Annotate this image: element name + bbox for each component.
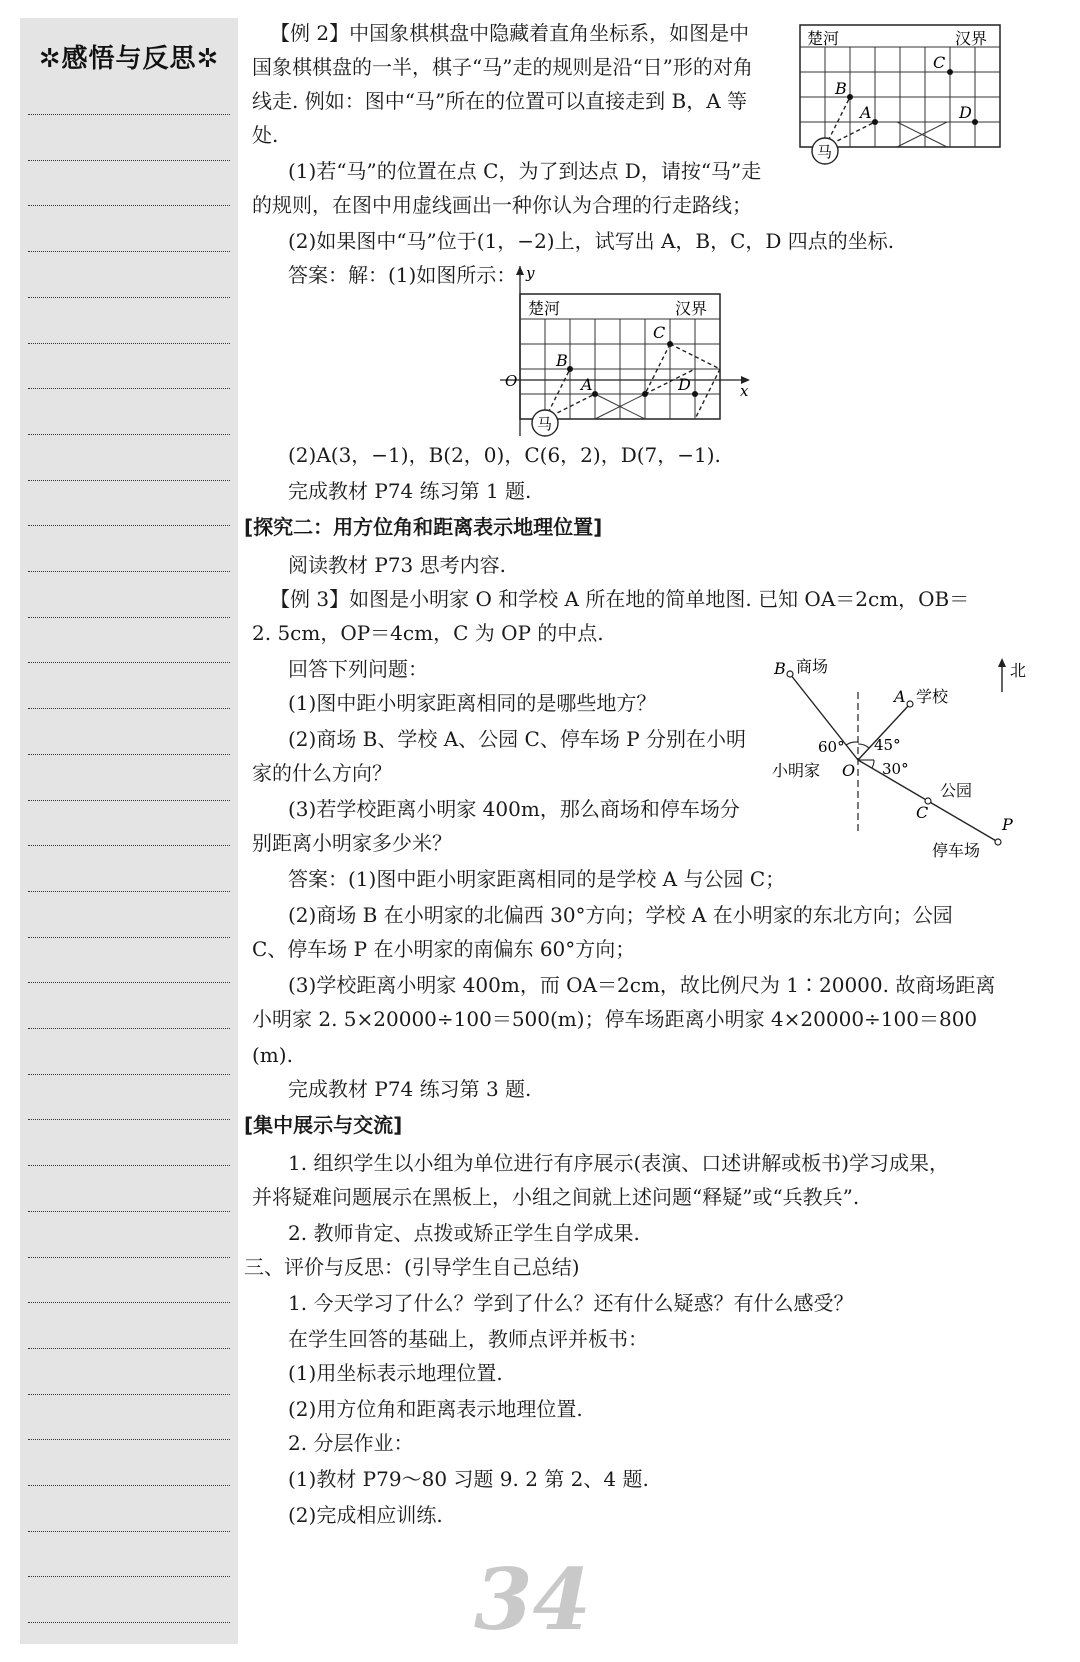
text-line: (1)教材 P79～80 习题 9. 2 第 2、4 题.	[288, 1467, 649, 1491]
note-line	[28, 662, 230, 663]
text-line: 完成教材 P74 练习第 1 题.	[288, 479, 532, 503]
text-line: 小明家 2. 5×20000÷100＝500(m)；停车场距离小明家 4×20000÷100＝800	[252, 1007, 978, 1031]
note-line	[28, 1302, 230, 1303]
point-p-label: P	[1002, 815, 1013, 834]
chu-label: 楚河	[807, 29, 840, 48]
han-label: 汉界	[955, 29, 988, 48]
north-label: 北	[1010, 661, 1027, 680]
sidebar-title: ✲感悟与反思✲	[38, 44, 220, 74]
text-line: (2)商场 B、学校 A、公园 C、停车场 P 分别在小明	[288, 727, 747, 751]
note-line	[28, 982, 230, 983]
text-line: 阅读教材 P73 思考内容.	[288, 553, 506, 577]
x-axis-label: x	[740, 382, 749, 400]
text-line: (1)图中距小明家距离相同的是哪些地方？	[288, 691, 657, 715]
text-line: (m).	[252, 1043, 293, 1067]
point-a-label: A	[894, 687, 906, 706]
note-line	[28, 845, 230, 846]
note-line	[28, 114, 230, 115]
text-line: 1. 今天学习了什么？学到了什么？还有什么疑惑？有什么感受？	[288, 1291, 854, 1315]
point-o-label: O	[842, 761, 856, 780]
parking-label: 停车场	[932, 841, 981, 860]
text-line: 家的什么方向？	[252, 761, 392, 785]
direction-map-figure	[770, 652, 1060, 862]
text-line: C、停车场 P 在小明家的南偏东 60°方向；	[252, 937, 636, 961]
note-line	[28, 1211, 230, 1212]
y-axis-label: y	[526, 266, 535, 282]
text-line: 1. 组织学生以小组为单位进行有序展示(表演、口述讲解或板书)学习成果，	[288, 1151, 950, 1175]
text-line: 2. 教师肯定、点拨或矫正学生自学成果.	[288, 1221, 640, 1245]
text-line: (2)用方位角和距离表示地理位置.	[288, 1397, 583, 1421]
text-line: 处.	[252, 123, 279, 147]
note-line	[28, 160, 230, 161]
note-line	[28, 1485, 230, 1486]
text-line: 并将疑难问题展示在黑板上，小组之间就上述问题“释疑”或“兵教兵”.	[252, 1185, 860, 1209]
note-lines	[28, 72, 230, 1644]
point-b-label: B	[774, 659, 786, 678]
text-line: 答案：解：(1)如图所示：	[288, 263, 517, 287]
note-line	[28, 617, 230, 618]
angle-45-label: 45°	[874, 736, 901, 754]
home-label: 小明家	[772, 761, 821, 780]
text-line: 【例 3】如图是小明家 O 和学校 A 所在地的简单地图. 已知 OA＝2cm，OB＝	[270, 587, 970, 611]
text-line: 在学生回答的基础上，教师点评并板书：	[288, 1327, 648, 1351]
text-line: 答案：(1)图中距小明家距离相同的是学校 A 与公园 C；	[288, 867, 786, 891]
text-line: (3)若学校距离小明家 400m，那么商场和停车场分	[288, 797, 740, 821]
note-line	[28, 480, 230, 481]
note-line	[28, 251, 230, 252]
chu-label: 楚河	[528, 299, 561, 318]
chessboard-answer-figure	[500, 266, 760, 438]
text-line: (3)学校距离小明家 400m，而 OA＝2cm，故比例尺为 1∶20000. 故商场距离	[288, 973, 996, 997]
text-line: 国象棋棋盘的一半，棋子“马”走的规则是沿“日”形的对角	[252, 55, 753, 79]
point-a-label: A	[581, 375, 593, 394]
note-line	[28, 1622, 230, 1623]
note-line	[28, 754, 230, 755]
point-d-label: D	[959, 103, 972, 122]
text-line: [探究二：用方位角和距离表示地理位置]	[244, 515, 603, 539]
text-line: (2)如果图中“马”位于(1，−2)上，试写出 A，B，C，D 四点的坐标.	[288, 229, 895, 253]
note-line	[28, 1257, 230, 1258]
note-line	[28, 205, 230, 206]
note-line	[28, 1074, 230, 1075]
note-line	[28, 1119, 230, 1120]
note-line	[28, 1439, 230, 1440]
note-line	[28, 1028, 230, 1029]
park-label: 公园	[940, 781, 973, 800]
text-line: (1)用坐标表示地理位置.	[288, 1361, 503, 1385]
text-line: 完成教材 P74 练习第 3 题.	[288, 1077, 532, 1101]
note-line	[28, 891, 230, 892]
text-line: 回答下列问题：	[288, 657, 428, 681]
note-line	[28, 525, 230, 526]
note-line	[28, 800, 230, 801]
horse-label: 马	[817, 143, 833, 161]
point-b-label: B	[835, 79, 847, 98]
note-line	[28, 937, 230, 938]
note-line	[28, 571, 230, 572]
point-a-label: A	[860, 103, 872, 122]
note-line	[28, 1576, 230, 1577]
han-label: 汉界	[675, 299, 708, 318]
note-line	[28, 388, 230, 389]
note-line	[28, 434, 230, 435]
chessboard-figure	[797, 22, 1007, 170]
point-b-label: B	[556, 351, 568, 370]
text-line: (1)若“马”的位置在点 C，为了到达点 D，请按“马”走	[288, 159, 762, 183]
text-line: (2)完成相应训练.	[288, 1503, 443, 1527]
note-line	[28, 1531, 230, 1532]
note-line	[28, 708, 230, 709]
text-line: [集中展示与交流]	[244, 1113, 403, 1137]
text-line: 别距离小明家多少米？	[252, 831, 452, 855]
text-line: 线走. 例如：图中“马”所在的位置可以直接走到 B，A 等	[252, 89, 748, 113]
note-line	[28, 297, 230, 298]
text-line: 2. 分层作业：	[288, 1431, 414, 1455]
horse-label: 马	[537, 415, 553, 433]
reflection-sidebar	[20, 18, 238, 1644]
angle-30-label: 30°	[882, 760, 909, 778]
note-line	[28, 1165, 230, 1166]
angle-60-label: 60°	[818, 738, 845, 756]
note-line	[28, 1394, 230, 1395]
note-line	[28, 343, 230, 344]
origin-label: O	[505, 372, 518, 390]
page-number: 34	[474, 1550, 591, 1649]
point-c-label: C	[653, 323, 666, 342]
school-label: 学校	[916, 687, 949, 706]
text-line: 的规则，在图中用虚线画出一种你认为合理的行走路线；	[252, 193, 752, 217]
note-line	[28, 1348, 230, 1349]
point-d-label: D	[678, 375, 691, 394]
text-line: (2)商场 B 在小明家的北偏西 30°方向；学校 A 在小明家的东北方向；公园	[288, 903, 953, 927]
text-line: 【例 2】中国象棋棋盘中隐藏着直角坐标系，如图是中	[270, 21, 750, 45]
text-line: 2. 5cm，OP＝4cm，C 为 OP 的中点.	[252, 621, 604, 645]
point-c-label: C	[933, 53, 946, 72]
point-c-label: C	[916, 803, 929, 822]
text-line: 三、评价与反思：(引导学生自己总结)	[244, 1255, 580, 1279]
route-dashed	[545, 344, 720, 419]
mall-label: 商场	[796, 657, 829, 676]
text-line: (2)A(3，−1)，B(2，0)，C(6，2)，D(7，−1).	[288, 443, 721, 467]
